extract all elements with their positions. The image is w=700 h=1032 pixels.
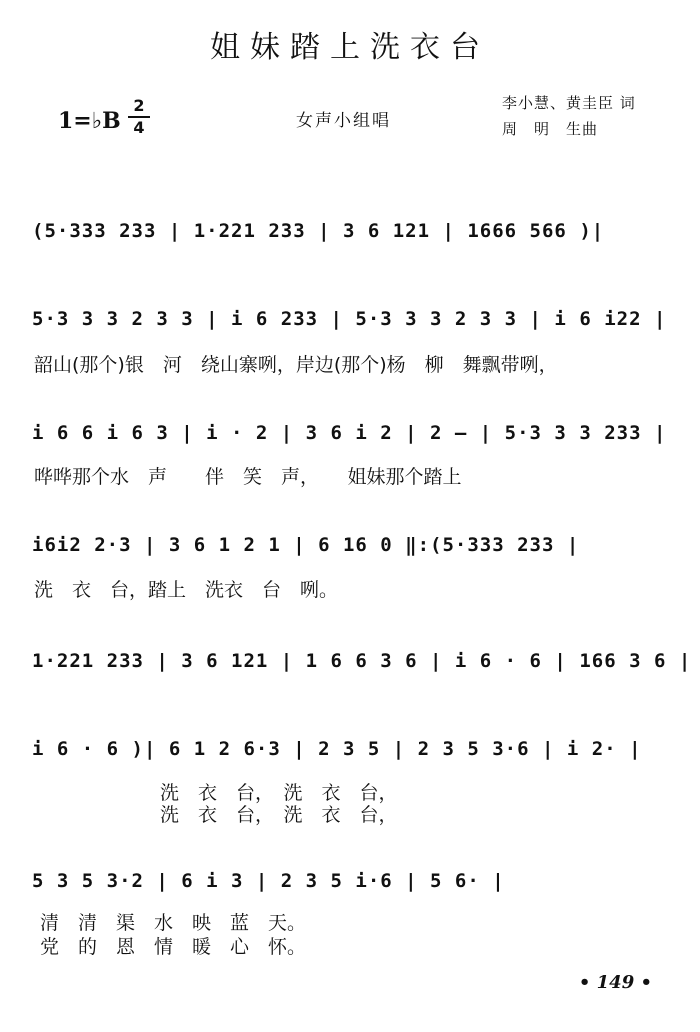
time-signature (128, 97, 150, 137)
lyric-line-4: 洗 衣 台，踏上 洗衣 台 咧。 (34, 579, 339, 601)
performance-form: 女声小组唱 (296, 111, 391, 131)
staff-line-2: 5·3 3 3 2 3 3 | i 6 233 | 5·3 3 3 2 3 3 | i 6 i22 | (32, 308, 667, 330)
page-number: • 149 • (578, 972, 652, 993)
lyric-line-7-verse-2: 党 的 恩 情 暖 心 怀。 (40, 936, 307, 958)
staff-line-3: i 6 6 i 6 3 | i · 2 | 3 6 i 2 | 2 — | 5·3 3 3 233 | (32, 422, 667, 444)
lyric-line-3: 哗哗那个水 声 伴 笑 声， 姐妹那个踏上 (34, 466, 462, 488)
lyric-line-6-verse-2: 洗 衣 台， 洗 衣 台， (160, 804, 398, 826)
key-signature: 1=♭B (58, 108, 121, 134)
lyric-line-6-verse-1: 洗 衣 台， 洗 衣 台， (160, 782, 398, 804)
page-title: 姐妹踏上洗衣台 (210, 30, 490, 65)
time-signature-bottom: 4 (133, 118, 145, 137)
staff-line-7: 5 3 5 3·2 | 6 i 3 | 2 3 5 i·6 | 5 6· | (32, 870, 505, 892)
lyric-line-2: 韶山(那个)银 河 绕山寨咧，岸边(那个)杨 柳 舞飘带咧， (34, 354, 558, 376)
time-signature-top: 2 (133, 96, 145, 115)
staff-line-5: 1·221 233 | 3 6 121 | 1 6 6 3 6 | i 6 · 6 | 166 3 6 | (32, 650, 692, 672)
composer-credit: 周 明 生曲 (502, 120, 599, 138)
staff-line-1: (5·333 233 | 1·221 233 | 3 6 121 | 1666 566 )| (32, 220, 605, 242)
staff-line-6: i 6 · 6 )| 6 1 2 6·3 | 2 3 5 | 2 3 5 3·6 | i 2· | (32, 738, 642, 760)
lyric-line-7-verse-1: 清 清 渠 水 映 蓝 天。 (40, 912, 307, 934)
staff-line-4: i6i2 2·3 | 3 6 1 2 1 | 6 16 0 ‖:(5·333 233 | (32, 534, 580, 556)
lyricist-credit: 李小慧、黄圭臣 词 (502, 94, 636, 112)
